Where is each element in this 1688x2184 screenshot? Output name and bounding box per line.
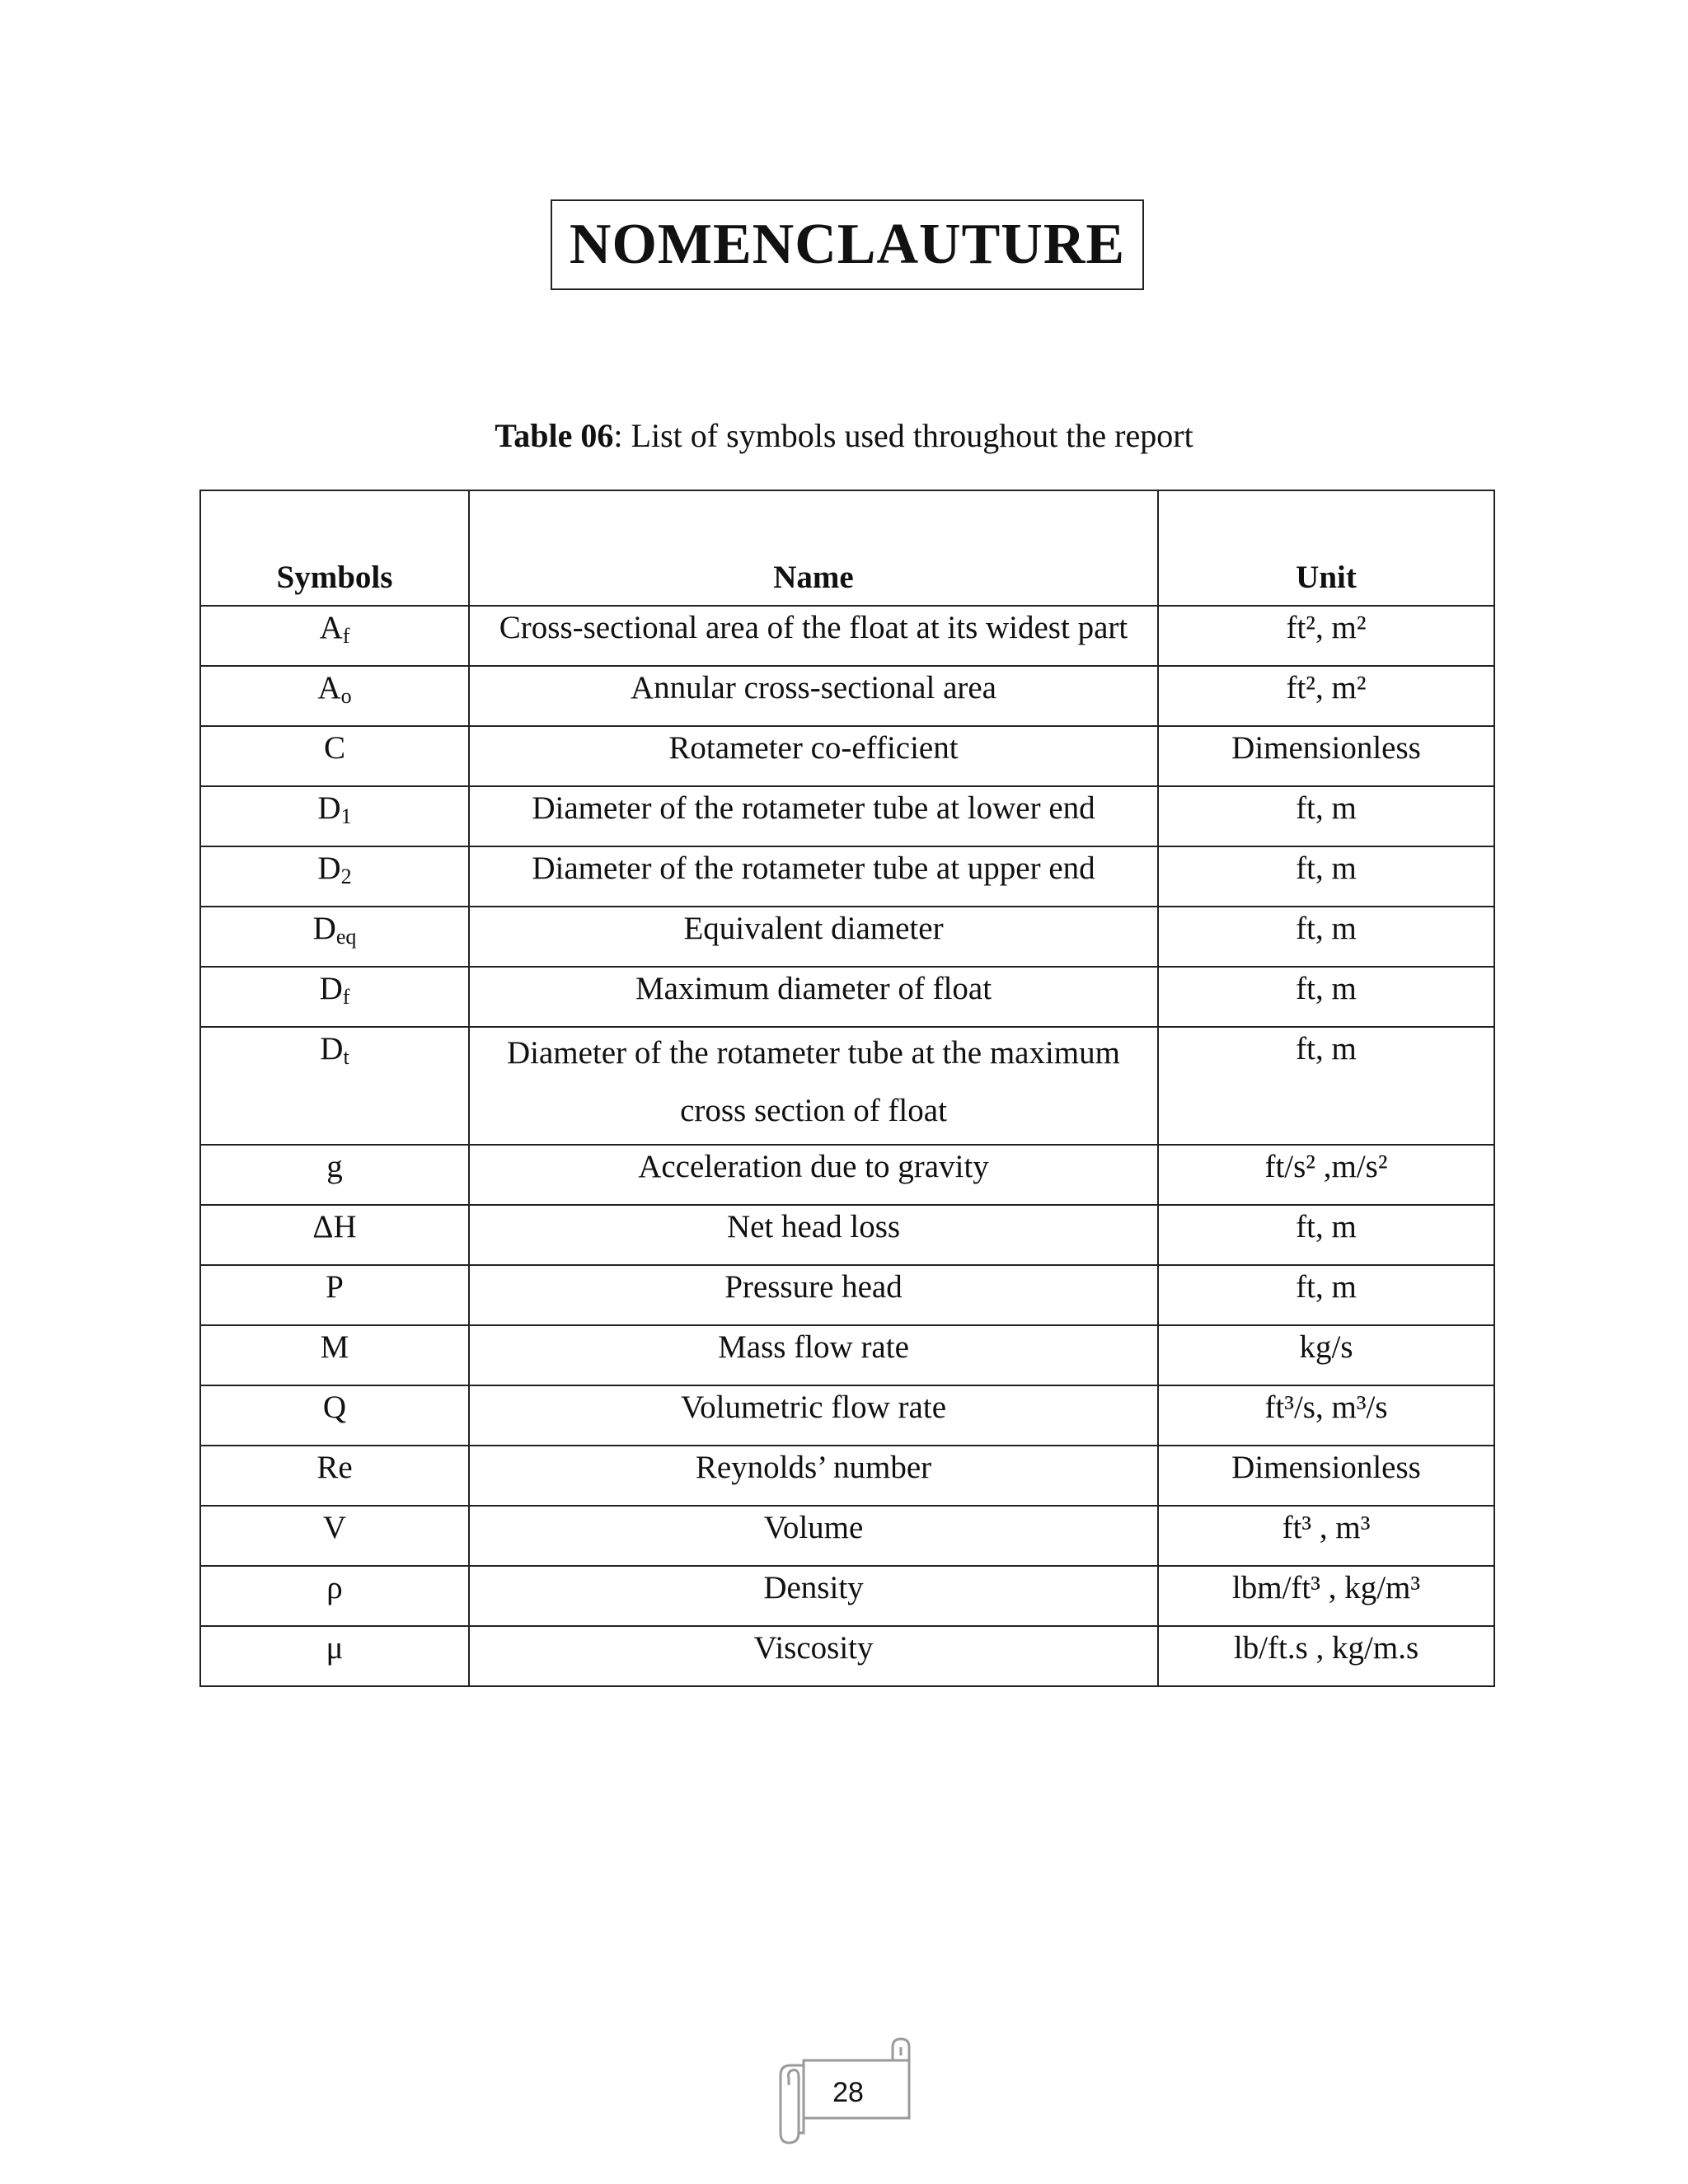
name-cell (469, 786, 1158, 846)
name-cell (469, 1145, 1158, 1205)
unit-cell: ft, m (1158, 786, 1494, 846)
name-text: Cross-sectional area of the float at its widest part (499, 610, 1128, 645)
symbol-subscript: o (340, 684, 352, 708)
name-text: Volumetric flow rate (680, 1390, 947, 1425)
name-text: Equivalent diameter (683, 911, 944, 946)
name-cell (469, 846, 1158, 907)
table-header-row (200, 490, 1494, 606)
name-cell (469, 967, 1158, 1027)
symbol-cell (200, 1385, 469, 1446)
unit-cell: Dimensionless (1158, 1446, 1494, 1506)
symbol-text: ρ (326, 1570, 343, 1605)
unit-cell: ft/s² ,m/s² (1158, 1145, 1494, 1205)
symbol-cell (200, 967, 469, 1027)
name-text: Diameter of the rotameter tube at upper end (532, 851, 1095, 886)
unit-cell: lbm/ft³ , kg/m³ (1158, 1566, 1494, 1626)
name-cell (469, 907, 1158, 967)
table-row (200, 1385, 1494, 1446)
table-row (200, 907, 1494, 967)
symbol-text: Re (316, 1450, 353, 1485)
table-row (200, 1145, 1494, 1205)
symbol-subscript: 1 (340, 804, 352, 828)
symbol-cell (200, 786, 469, 846)
symbol-text: g (326, 1149, 343, 1184)
page-number: 28 (832, 2077, 864, 2108)
name-text: Reynolds’ number (695, 1450, 932, 1485)
unit-cell: kg/s (1158, 1325, 1494, 1385)
table-row (200, 1506, 1494, 1566)
table-row (200, 1265, 1494, 1325)
name-cell (469, 726, 1158, 786)
header-symbols: Symbols (200, 490, 469, 606)
unit-cell: ft³ , m³ (1158, 1506, 1494, 1566)
unit-cell: ft², m² (1158, 666, 1494, 726)
header-name: Name (469, 490, 1158, 606)
unit-cell: ft, m (1158, 1265, 1494, 1325)
unit-cell: ft, m (1158, 1027, 1494, 1145)
name-text: Density (763, 1570, 864, 1605)
symbol-text: D (319, 971, 343, 1006)
table-body (200, 606, 1494, 1686)
symbol-text: Q (322, 1390, 347, 1425)
unit-cell: ft³/s, m³/s (1158, 1385, 1494, 1446)
name-text: Mass flow rate (718, 1329, 909, 1365)
name-text: Viscosity (753, 1630, 874, 1666)
table-row (200, 1566, 1494, 1626)
name-cell (469, 1446, 1158, 1506)
table-row (200, 1446, 1494, 1506)
symbol-cell (200, 907, 469, 967)
name-cell (469, 1385, 1158, 1446)
caption-label: Table 06 (495, 417, 614, 454)
symbol-text: P (326, 1269, 344, 1305)
name-cell (469, 1626, 1158, 1686)
title-box (551, 199, 1144, 290)
symbol-cell (200, 1626, 469, 1686)
symbol-text: D (320, 1031, 344, 1066)
unit-cell: ft, m (1158, 1205, 1494, 1265)
name-cell (469, 1325, 1158, 1385)
name-cell (469, 1205, 1158, 1265)
symbol-cell (200, 606, 469, 666)
symbol-text: D (317, 851, 341, 886)
name-text: Annular cross-sectional area (631, 670, 996, 705)
unit-cell: lb/ft.s , kg/m.s (1158, 1626, 1494, 1686)
symbol-text: μ (326, 1630, 344, 1666)
name-cell (469, 666, 1158, 726)
symbol-cell (200, 666, 469, 726)
name-text: Net head loss (726, 1209, 901, 1244)
symbol-cell (200, 1446, 469, 1506)
unit-cell: ft, m (1158, 967, 1494, 1027)
table-row (200, 967, 1494, 1027)
symbol-subscript: 2 (340, 865, 352, 888)
name-text: Volume (763, 1510, 864, 1545)
symbol-cell (200, 726, 469, 786)
symbol-cell (200, 1325, 469, 1385)
page-number-scroll (771, 2036, 923, 2151)
unit-cell: ft, m (1158, 907, 1494, 967)
symbol-cell (200, 1145, 469, 1205)
unit-cell: ft, m (1158, 846, 1494, 907)
name-cell (469, 1027, 1158, 1145)
table-row (200, 666, 1494, 726)
symbol-text: D (317, 790, 341, 826)
table-caption (0, 416, 1688, 455)
symbol-cell (200, 1265, 469, 1325)
table-row (200, 1027, 1494, 1145)
table-row (200, 606, 1494, 666)
name-cell (469, 1506, 1158, 1566)
name-text: Pressure head (724, 1269, 903, 1305)
symbol-subscript: t (343, 1045, 349, 1069)
symbol-cell (200, 1205, 469, 1265)
caption-text: : List of symbols used throughout the report (613, 417, 1193, 454)
name-cell (469, 1265, 1158, 1325)
symbol-subscript: f (342, 985, 350, 1009)
table-row (200, 1205, 1494, 1265)
page-title: NOMENCLAUTURE (569, 213, 1126, 276)
symbol-subscript: eq (335, 925, 357, 949)
name-text: Diameter of the rotameter tube at lower end (532, 790, 1095, 826)
symbol-cell (200, 1566, 469, 1626)
table-row (200, 786, 1494, 846)
symbol-text: C (323, 730, 345, 766)
symbol-text: V (322, 1510, 347, 1545)
name-text: Rotameter co-efficient (668, 730, 959, 766)
symbol-subscript: f (342, 624, 350, 648)
unit-cell: ft², m² (1158, 606, 1494, 666)
header-unit: Unit (1158, 490, 1494, 606)
nomenclature-table (199, 490, 1495, 1687)
table-row (200, 1626, 1494, 1686)
symbol-cell (200, 846, 469, 907)
name-cell (469, 1566, 1158, 1626)
name-cell (469, 606, 1158, 666)
symbol-text: ΔH (312, 1209, 357, 1244)
table-row (200, 1325, 1494, 1385)
table-row (200, 846, 1494, 907)
symbol-text: M (320, 1329, 349, 1365)
symbol-text: D (312, 911, 336, 946)
name-text: Acceleration due to gravity (638, 1149, 989, 1184)
name-text: Diameter of the rotameter tube at the maximum cross section of float (507, 1035, 1120, 1128)
symbol-cell (200, 1506, 469, 1566)
symbol-text: A (317, 670, 341, 705)
unit-cell: Dimensionless (1158, 726, 1494, 786)
symbol-cell (200, 1027, 469, 1145)
table-row (200, 726, 1494, 786)
symbol-text: A (319, 610, 343, 645)
name-text: Maximum diameter of float (635, 971, 992, 1006)
